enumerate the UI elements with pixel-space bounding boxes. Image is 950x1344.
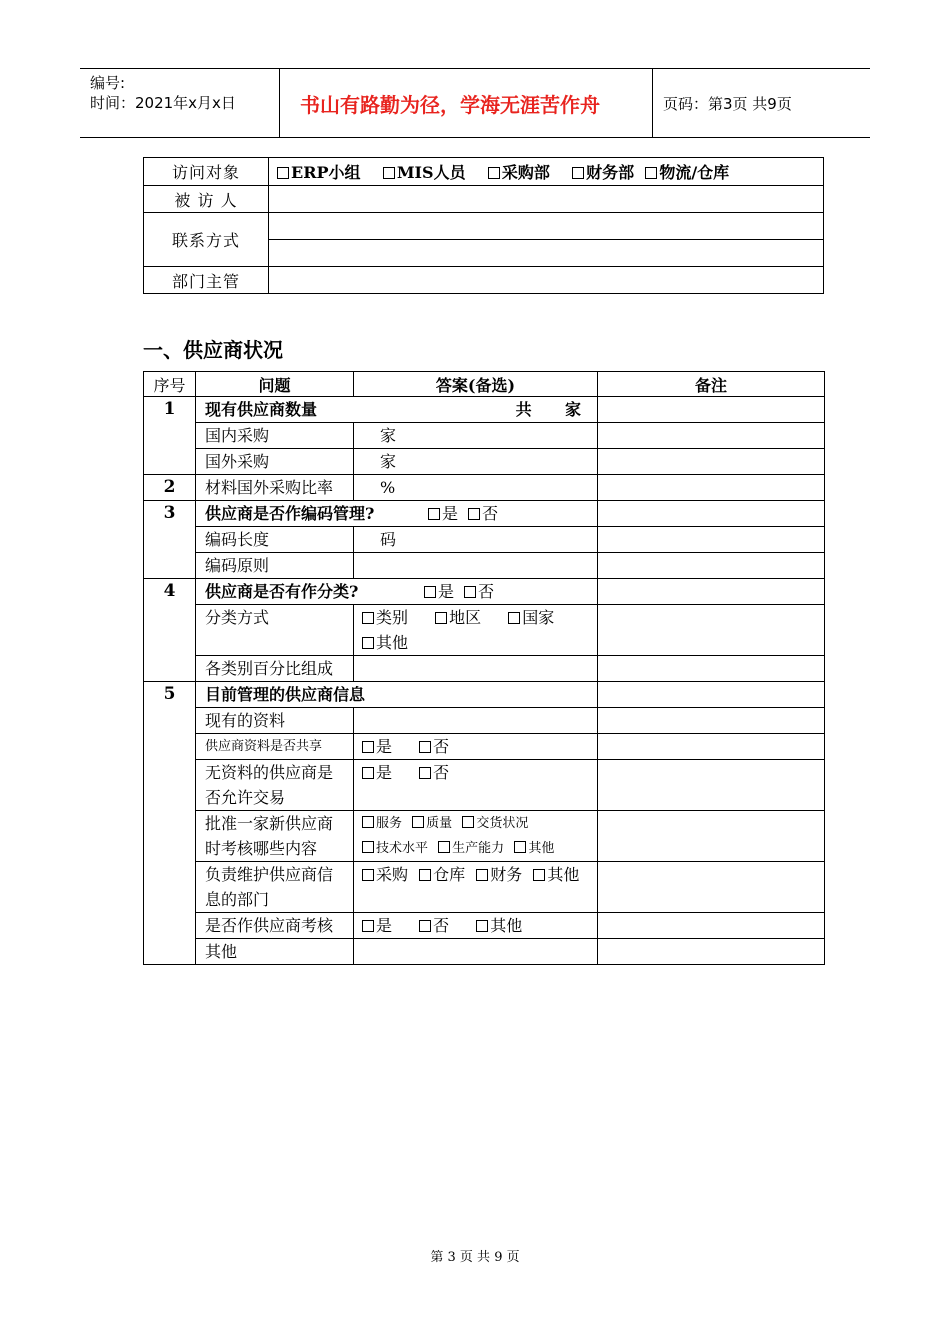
number-label: 编号: [90,74,126,92]
answer-5-department [354,862,598,913]
answer-1: 共 家 [515,400,581,419]
option-5-tech: 技术水平 [376,841,429,856]
checkbox-5-allow-yes[interactable] [362,767,374,779]
checkbox-5-capacity[interactable] [438,841,450,853]
question-4 [196,579,598,605]
answer-1-foreign[interactable]: 家 [354,449,598,475]
header-question: 问题 [196,372,354,397]
row-num-4: 4 [144,579,196,682]
visit-target-label: 访问对象 [144,158,269,186]
remark-1[interactable] [598,397,825,423]
answer-1-domestic[interactable]: 家 [354,423,598,449]
interviewee-label: 被 访 人 [144,186,269,213]
question-5-evaluation: 是否作供应商考核 [196,913,354,939]
question-5-shared: 供应商资料是否共享 [196,734,354,760]
row-num-3: 3 [144,501,196,579]
remark-4-method[interactable] [598,605,825,656]
remark-5-other[interactable] [598,939,825,965]
section-title: 一、供应商状况 [143,338,283,362]
option-4-category: 类别 [376,608,409,627]
answer-5-other[interactable] [354,939,598,965]
question-5-approval: 批准一家新供应商时考核哪些内容 [196,811,354,862]
checkbox-erp[interactable] [277,167,289,179]
answer-5-allow-trade [354,760,598,811]
manager-field[interactable] [269,267,824,294]
option-5-approval-other: 其他 [528,841,555,856]
option-5-dept-other: 其他 [547,865,580,884]
checkbox-5-purchase[interactable] [362,869,374,881]
supplier-table [143,371,825,965]
question-5-allow-trade: 无资料的供应商是否允许交易 [196,760,354,811]
question-5-other: 其他 [196,939,354,965]
question-1 [196,397,598,423]
checkbox-5-delivery[interactable] [462,816,474,828]
remark-5-shared[interactable] [598,734,825,760]
row-num-2: 2 [144,475,196,501]
question-1-domestic: 国内采购 [196,423,354,449]
option-3-no: 否 [482,504,499,523]
checkbox-5-quality[interactable] [412,816,424,828]
remark-1-foreign[interactable] [598,449,825,475]
remark-2[interactable] [598,475,825,501]
contact-field-2[interactable] [269,240,824,267]
header-meta [80,69,280,137]
page-code: 页码：第3页 共9页 [663,94,792,113]
checkbox-3-no[interactable] [468,508,480,520]
option-5-eval-no: 否 [433,916,450,935]
visit-info-table [143,157,824,294]
checkbox-finance[interactable] [572,167,584,179]
answer-2[interactable]: % [354,475,598,501]
remark-5-evaluation[interactable] [598,913,825,939]
checkbox-5-finance[interactable] [476,869,488,881]
header-seq: 序号 [144,372,196,397]
header-answer: 答案(备选) [354,372,598,397]
checkbox-5-service[interactable] [362,816,374,828]
option-5-finance: 财务 [490,865,523,884]
row-num-1: 1 [144,397,196,475]
option-5-quality: 质量 [426,816,453,831]
contact-field-1[interactable] [269,213,824,240]
question-5-department: 负责维护供应商信息的部门 [196,862,354,913]
option-5-service: 服务 [376,816,403,831]
question-4-percent: 各类别百分比组成 [196,656,354,682]
option-logistics: 物流/仓库 [659,163,730,182]
visit-target-options [269,158,824,186]
option-finance: 财务部 [586,163,635,182]
remark-5-allow-trade[interactable] [598,760,825,811]
time-label: 时间：2021年x月x日 [90,94,236,112]
question-3-principle: 编码原则 [196,553,354,579]
checkbox-logistics[interactable] [645,167,657,179]
question-1-text: 现有供应商数量 [205,400,318,419]
option-mis: MIS人员 [396,163,466,182]
question-5: 目前管理的供应商信息 [196,682,598,708]
remark-3-length[interactable] [598,527,825,553]
checkbox-4-category[interactable] [362,612,374,624]
checkbox-5-allow-no[interactable] [419,767,431,779]
option-4-yes: 是 [437,582,454,601]
option-5-eval-yes: 是 [376,916,393,935]
option-erp: ERP小组 [291,163,361,182]
option-3-yes: 是 [441,504,458,523]
answer-3-length[interactable]: 码 [354,527,598,553]
answer-4-method [354,605,598,656]
checkbox-5-shared-no[interactable] [419,741,431,753]
checkbox-4-country[interactable] [508,612,520,624]
remark-5-approval[interactable] [598,811,825,862]
question-4-text: 供应商是否有作分类? [205,582,359,601]
checkbox-3-yes[interactable] [428,508,440,520]
option-5-shared-yes: 是 [376,737,393,756]
remark-4-percent[interactable] [598,656,825,682]
option-5-capacity: 生产能力 [452,841,505,856]
checkbox-5-eval-yes[interactable] [362,920,374,932]
option-4-country: 国家 [522,608,555,627]
checkbox-mis[interactable] [383,167,395,179]
checkbox-purchasing[interactable] [488,167,500,179]
answer-3-principle[interactable] [354,553,598,579]
remark-1-domestic[interactable] [598,423,825,449]
question-2: 材料国外采购比率 [196,475,354,501]
motto: 书山有路勤为径，学海无涯苦作舟 [280,69,653,137]
checkbox-5-warehouse[interactable] [419,869,431,881]
question-3 [196,501,598,527]
remark-5[interactable] [598,682,825,708]
manager-label: 部门主管 [144,267,269,294]
page-footer: 第 3 页 共 9 页 [430,1250,520,1265]
remark-5-existing[interactable] [598,708,825,734]
option-5-purchase: 采购 [376,865,409,884]
option-5-shared-no: 否 [433,737,450,756]
question-4-method: 分类方式 [196,605,354,656]
option-5-delivery: 交货状况 [476,816,529,831]
page-header [80,68,870,138]
remark-3-principle[interactable] [598,553,825,579]
answer-4-percent[interactable] [354,656,598,682]
checkbox-4-region[interactable] [435,612,447,624]
option-4-region: 地区 [449,608,482,627]
row-num-5: 5 [144,682,196,965]
answer-5-approval [354,811,598,862]
answer-5-evaluation [354,913,598,939]
question-3-length: 编码长度 [196,527,354,553]
answer-5-existing[interactable] [354,708,598,734]
option-purchasing: 采购部 [501,163,550,182]
question-1-foreign: 国外采购 [196,449,354,475]
checkbox-5-tech[interactable] [362,841,374,853]
checkbox-5-dept-other[interactable] [533,869,545,881]
checkbox-5-eval-no[interactable] [419,920,431,932]
interviewee-field[interactable] [269,186,824,213]
option-5-eval-other: 其他 [490,916,523,935]
question-5-existing: 现有的资料 [196,708,354,734]
remark-5-department[interactable] [598,862,825,913]
answer-5-shared [354,734,598,760]
header-remark: 备注 [598,372,825,397]
checkbox-4-no[interactable] [464,586,476,598]
question-3-text: 供应商是否作编码管理? [205,504,375,523]
option-5-allow-no: 否 [433,763,450,782]
option-5-allow-yes: 是 [376,763,393,782]
remark-3[interactable] [598,501,825,527]
remark-4[interactable] [598,579,825,605]
contact-label: 联系方式 [144,213,269,267]
checkbox-5-eval-other[interactable] [476,920,488,932]
checkbox-4-other[interactable] [362,637,374,649]
checkbox-5-approval-other[interactable] [514,841,526,853]
option-4-other: 其他 [376,633,409,652]
checkbox-5-shared-yes[interactable] [362,741,374,753]
checkbox-4-yes[interactable] [424,586,436,598]
option-4-no: 否 [478,582,495,601]
option-5-warehouse: 仓库 [433,865,466,884]
